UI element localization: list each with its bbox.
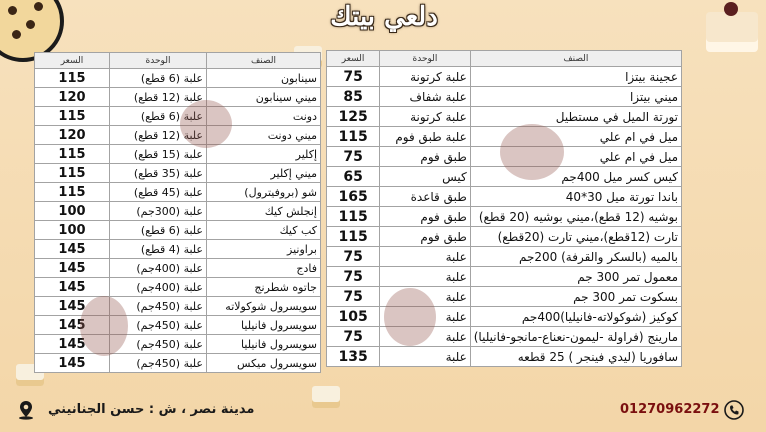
item-cell: كب كيك [207,221,321,240]
unit-cell: علبة [380,247,471,267]
item-cell: ميل في ام علي [470,127,681,147]
column-header-item: الصنف [470,51,681,67]
table-row [327,87,682,107]
unit-cell: علبة (45 قطع) [110,183,207,202]
table-row [35,183,321,202]
price-cell: 115 [35,107,110,126]
item-cell: شو (بروفيترول) [207,183,321,202]
item-cell: عجينة بيتزا [470,67,681,87]
item-cell: ميني دونت [207,126,321,145]
price-cell: 145 [35,259,110,278]
price-table-right [326,50,682,367]
column-header-price: السعر [35,53,110,69]
price-cell: 165 [327,187,380,207]
table-row [327,107,682,127]
unit-cell: علبة [380,287,471,307]
table-row [327,287,682,307]
table-row [35,240,321,259]
pastry-decoration-icon [80,296,128,356]
item-cell: ميني بيتزا [470,87,681,107]
column-header-item: الصنف [207,53,321,69]
table-row [327,167,682,187]
table-row [35,297,321,316]
table-row [35,69,321,88]
price-cell: 145 [35,297,110,316]
unit-cell: علبة (6 قطع) [110,107,207,126]
unit-cell: علبة (450جم) [110,316,207,335]
item-cell: سويسرول فانيليا [207,335,321,354]
item-cell: سويسرول شوكولاته [207,297,321,316]
unit-cell: علبة (450جم) [110,335,207,354]
phone-number[interactable]: 01270962272 [620,402,720,417]
table-row [327,347,682,367]
item-cell: براونيز [207,240,321,259]
unit-cell: علبة كرتونة [380,67,471,87]
item-cell: فادج [207,259,321,278]
item-cell: سويسرول فانيليا [207,316,321,335]
cake-decoration-icon [706,12,758,52]
unit-cell: علبة [380,347,471,367]
table-row [327,207,682,227]
price-cell: 65 [327,167,380,187]
item-cell: تورتة الميل في مستطيل [470,107,681,127]
price-cell: 75 [327,287,380,307]
unit-cell: علبة (35 قطع) [110,164,207,183]
price-cell: 135 [327,347,380,367]
item-cell: سويسرول ميكس [207,354,321,373]
price-cell: 75 [327,147,380,167]
price-cell: 115 [327,227,380,247]
item-cell: جاتوه شطرنج [207,278,321,297]
item-cell: بوشيه (12 قطع)،ميني بوشيه (20 قطع) [470,207,681,227]
price-cell: 115 [35,164,110,183]
unit-cell: علبة (450جم) [110,297,207,316]
table-row [327,247,682,267]
unit-cell: علبة (6 قطع) [110,221,207,240]
unit-cell: علبة (15 قطع) [110,145,207,164]
table-row [327,187,682,207]
price-cell: 105 [327,307,380,327]
price-cell: 115 [327,127,380,147]
table-row [35,107,321,126]
price-table-left [34,52,321,373]
price-cell: 115 [35,183,110,202]
price-cell: 125 [327,107,380,127]
table-row [35,221,321,240]
unit-cell: علبة [380,307,471,327]
unit-cell: طبق فوم [380,147,471,167]
price-cell: 85 [327,87,380,107]
price-cell: 145 [35,316,110,335]
unit-cell: علبة (12 قطع) [110,88,207,107]
unit-cell: طبق قاعدة [380,187,471,207]
item-cell: سينابون [207,69,321,88]
pastry-decoration-icon [384,288,436,346]
item-cell: ميني سينابون [207,88,321,107]
table-row [35,259,321,278]
unit-cell: علبة طبق فوم [380,127,471,147]
item-cell: إنجلش كيك [207,202,321,221]
table-row [35,164,321,183]
column-header-unit: الوحدة [110,53,207,69]
unit-cell: طبق فوم [380,207,471,227]
table-row [327,327,682,347]
item-cell: مارينج (فراولة -ليمون-نعناع-مانجو-فانيليا) [470,327,681,347]
price-cell: 75 [327,247,380,267]
table-row [35,335,321,354]
unit-cell: علبة (400جم) [110,278,207,297]
unit-cell: علبة (300جم) [110,202,207,221]
table-row [327,307,682,327]
item-cell: ميني إكلير [207,164,321,183]
table-row [35,278,321,297]
unit-cell: طبق فوم [380,227,471,247]
pastry-decoration-icon [500,124,564,180]
item-cell: ميل في ام علي [470,147,681,167]
item-cell: كوكيز (شوكولاته-فانيليا)400جم [470,307,681,327]
item-cell: تارت (12قطع)،ميني تارت (20قطع) [470,227,681,247]
pastry-decoration-icon [180,100,232,148]
table-row [35,126,321,145]
table-row [327,267,682,287]
price-cell: 120 [35,88,110,107]
price-cell: 120 [35,126,110,145]
price-cell: 75 [327,67,380,87]
column-header-unit: الوحدة [380,51,471,67]
price-cell: 115 [327,207,380,227]
price-cell: 145 [35,335,110,354]
unit-cell: علبة شفاف [380,87,471,107]
item-cell: بسكوت تمر 300 جم [470,287,681,307]
unit-cell: علبة (12 قطع) [110,126,207,145]
unit-cell: علبة (400جم) [110,259,207,278]
footer [0,396,766,426]
unit-cell: علبة (6 قطع) [110,69,207,88]
table-row [35,316,321,335]
item-cell: بالميه (بالسكر والقرفة) 200جم [470,247,681,267]
price-cell: 100 [35,202,110,221]
item-cell: معمول تمر 300 جم [470,267,681,287]
table-header-row [35,53,321,69]
price-cell: 100 [35,221,110,240]
unit-cell: علبة كرتونة [380,107,471,127]
table-row [35,202,321,221]
column-header-price: السعر [327,51,380,67]
table-body-left [35,69,321,373]
unit-cell: علبة [380,267,471,287]
table-header-row [327,51,682,67]
table-row [35,145,321,164]
item-cell: كيس كسر ميل 400جم [470,167,681,187]
price-cell: 145 [35,278,110,297]
price-cell: 115 [35,145,110,164]
price-cell: 145 [35,240,110,259]
item-cell: باندا تورتة ميل 30*40 [470,187,681,207]
page-title: دلعي بيتك [330,2,438,32]
price-cell: 75 [327,267,380,287]
unit-cell: علبة (450جم) [110,354,207,373]
item-cell: دونت [207,107,321,126]
item-cell: سافوريا (ليدي فينجر ) 25 قطعه [470,347,681,367]
unit-cell: كيس [380,167,471,187]
phone-icon[interactable] [724,400,744,420]
location-pin-icon [16,400,36,420]
table-row [327,227,682,247]
price-cell: 145 [35,354,110,373]
table-body-right [327,67,682,367]
price-cell: 75 [327,327,380,347]
address-text: مدينة نصر ، ش : حسن الجنانيني [48,402,255,417]
table-row [327,67,682,87]
table-row [35,354,321,373]
table-row [35,88,321,107]
item-cell: إكلير [207,145,321,164]
unit-cell: علبة [380,327,471,347]
unit-cell: علبة (4 قطع) [110,240,207,259]
price-cell: 115 [35,69,110,88]
